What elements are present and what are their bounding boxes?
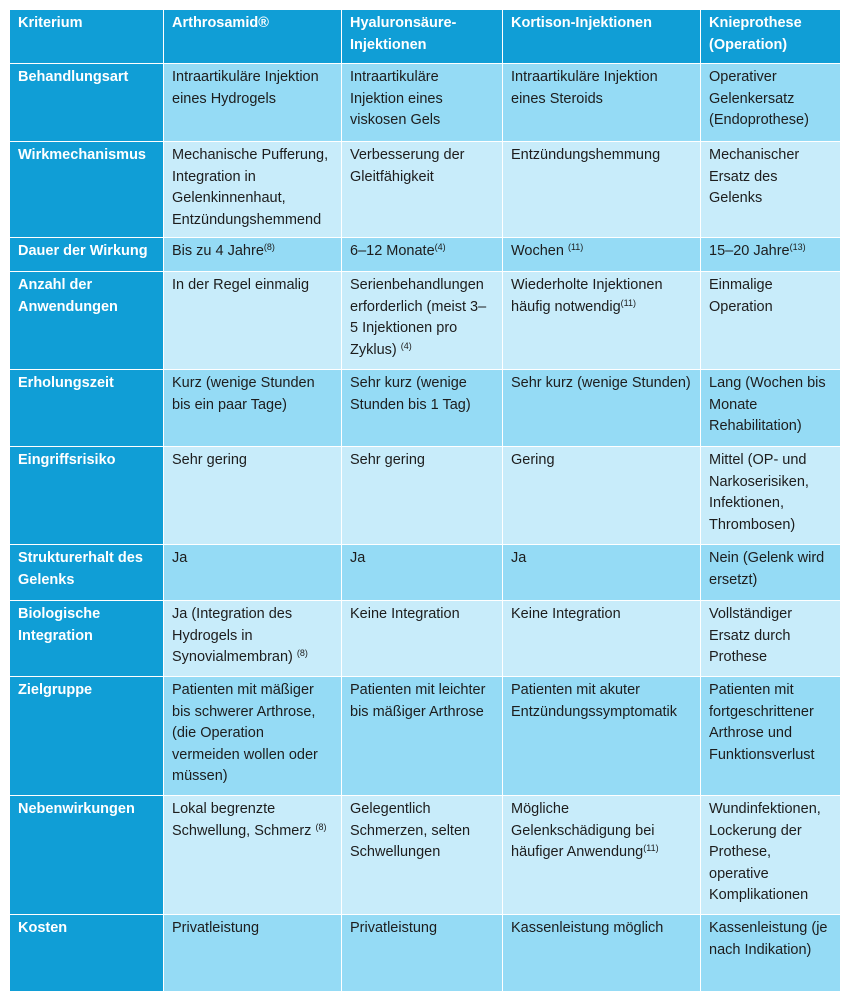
cell-knieprothese — [701, 272, 841, 370]
cell-text: Wochen — [511, 243, 568, 259]
reference-footnote: (8) — [263, 242, 275, 252]
reference-footnote: (13) — [789, 242, 806, 252]
cell-knieprothese — [701, 796, 841, 915]
cell-text: Einmalige Operation — [709, 277, 773, 315]
cell-text: Vollständiger Ersatz durch Prothese — [709, 606, 793, 665]
cell-hyaluronsaeure — [342, 64, 503, 142]
cell-text: Lokal begrenzte Schwellung, Schmerz — [172, 801, 316, 839]
header-arthrosamid: Arthrosamid® — [164, 10, 342, 64]
header-kortison: Kortison-Injektionen — [503, 10, 701, 64]
reference-footnote: (8) — [296, 648, 308, 658]
cell-text: Kassenleistung möglich — [511, 920, 664, 936]
cell-kortison — [503, 447, 701, 545]
cell-knieprothese — [701, 545, 841, 601]
cell-text: Gelegentlich Schmerzen, selten Schwellungen — [350, 801, 471, 860]
cell-hyaluronsaeure — [342, 370, 503, 447]
row-criterion: Zielgruppe — [10, 677, 164, 796]
table-row — [10, 238, 841, 272]
row-criterion: Nebenwirkungen — [10, 796, 164, 915]
cell-knieprothese — [701, 370, 841, 447]
cell-arthrosamid — [164, 915, 342, 992]
table-row — [10, 915, 841, 992]
cell-text: Wiederholte Injektionen häufig notwendig — [511, 277, 663, 315]
cell-text: Serienbehandlungen erforderlich (meist 3–5 Injektionen pro Zyklus) — [350, 277, 487, 358]
cell-text: Keine Integration — [511, 606, 621, 622]
cell-arthrosamid — [164, 796, 342, 915]
row-criterion: Anzahl der Anwendungen — [10, 272, 164, 370]
cell-text: Patienten mit mäßiger bis schwerer Arthrose, (die Operation vermeiden wollen oder müssen) — [172, 682, 318, 784]
cell-arthrosamid — [164, 142, 342, 238]
cell-text: Verbesserung der Gleitfähigkeit — [350, 147, 465, 185]
row-criterion: Dauer der Wirkung — [10, 238, 164, 272]
reference-footnote: (4) — [400, 340, 412, 351]
table-row — [10, 601, 841, 677]
row-criterion: Strukturerhalt des Gelenks — [10, 545, 164, 601]
cell-text: Intraartikuläre Injektion eines Hydrogels — [172, 69, 319, 107]
cell-kortison — [503, 142, 701, 238]
cell-text: Lang (Wochen bis Monate Rehabilitation) — [709, 375, 826, 434]
table-row — [10, 545, 841, 601]
cell-arthrosamid — [164, 238, 342, 272]
cell-hyaluronsaeure — [342, 601, 503, 677]
cell-text: Patienten mit akuter Entzündungssymptomatik — [511, 682, 678, 720]
cell-text: Bis zu 4 Jahre — [172, 243, 264, 259]
row-criterion: Kosten — [10, 915, 164, 992]
cell-hyaluronsaeure — [342, 142, 503, 238]
cell-arthrosamid — [164, 272, 342, 370]
reference-footnote: (8) — [315, 821, 327, 832]
cell-text: Patienten mit fortgeschrittener Arthrose und Funktionsverlust — [709, 682, 815, 763]
table-row — [10, 370, 841, 447]
cell-text: Entzündungshemmung — [511, 147, 661, 163]
table-row — [10, 272, 841, 370]
cell-text: Kurz (wenige Stunden bis ein paar Tage) — [172, 375, 315, 413]
cell-hyaluronsaeure — [342, 447, 503, 545]
cell-text: Sehr kurz (wenige Stunden bis 1 Tag) — [350, 375, 471, 413]
cell-knieprothese — [701, 915, 841, 992]
cell-kortison — [503, 796, 701, 915]
cell-kortison — [503, 915, 701, 992]
cell-kortison — [503, 601, 701, 677]
cell-arthrosamid — [164, 370, 342, 447]
cell-text: Wundinfektionen, Lockerung der Prothese, operative Komplikationen — [709, 801, 821, 903]
cell-hyaluronsaeure — [342, 915, 503, 992]
table-row — [10, 64, 841, 142]
cell-arthrosamid — [164, 447, 342, 545]
cell-kortison — [503, 64, 701, 142]
row-criterion: Eingriffsrisiko — [10, 447, 164, 545]
cell-text: Mittel (OP- und Narkoserisiken, Infektionen, Thrombosen) — [709, 452, 809, 533]
cell-text: Patienten mit leichter bis mäßiger Arthrose — [350, 682, 486, 720]
cell-text: Ja — [172, 550, 188, 566]
cell-text: Keine Integration — [350, 606, 460, 622]
cell-text: 15–20 Jahre — [709, 243, 790, 259]
cell-knieprothese — [701, 601, 841, 677]
cell-text: Sehr kurz (wenige Stunden) — [511, 375, 691, 391]
comparison-table — [9, 9, 841, 992]
cell-text: Mögliche Gelenkschädigung bei häufiger Anwendung — [511, 801, 655, 860]
cell-text: Sehr gering — [350, 452, 425, 468]
cell-hyaluronsaeure — [342, 796, 503, 915]
cell-arthrosamid — [164, 677, 342, 796]
header-knieprothese: Knieprothese (Operation) — [701, 10, 841, 64]
cell-hyaluronsaeure — [342, 272, 503, 370]
cell-text: Sehr gering — [172, 452, 247, 468]
cell-knieprothese — [701, 64, 841, 142]
header-row — [10, 10, 841, 64]
table-row — [10, 447, 841, 545]
reference-footnote: (11) — [567, 242, 584, 252]
row-criterion: Biologische Integration — [10, 601, 164, 677]
reference-footnote: (11) — [620, 297, 636, 308]
table-body — [10, 64, 841, 992]
cell-text: Ja — [350, 550, 366, 566]
cell-text: Mechanische Pufferung, Integration in Gelenkinnenhaut, Entzündungshemmend — [172, 147, 329, 228]
cell-text: Operativer Gelenkersatz (Endoprothese) — [709, 69, 809, 128]
cell-text: Gering — [511, 452, 555, 468]
cell-text: Nein (Gelenk wird ersetzt) — [709, 550, 825, 588]
cell-text: Ja (Integration des Hydrogels in Synovialmembran) — [172, 606, 297, 665]
cell-knieprothese — [701, 238, 841, 272]
row-criterion: Wirkmechanismus — [10, 142, 164, 238]
row-criterion: Behandlungsart — [10, 64, 164, 142]
cell-kortison — [503, 677, 701, 796]
table-row — [10, 677, 841, 796]
cell-text: In der Regel einmalig — [172, 277, 310, 293]
cell-arthrosamid — [164, 601, 342, 677]
reference-footnote: (4) — [434, 242, 446, 252]
cell-kortison — [503, 545, 701, 601]
cell-text: 6–12 Monate — [350, 243, 435, 259]
cell-text: Intraartikuläre Injektion eines viskosen Gels — [350, 69, 443, 128]
reference-footnote: (11) — [643, 843, 659, 853]
cell-text: Privatleistung — [350, 920, 438, 936]
table-row — [10, 142, 841, 238]
cell-kortison — [503, 238, 701, 272]
cell-knieprothese — [701, 677, 841, 796]
row-criterion: Erholungszeit — [10, 370, 164, 447]
cell-text: Intraartikuläre Injektion eines Steroids — [511, 69, 658, 107]
cell-hyaluronsaeure — [342, 545, 503, 601]
cell-text: Kassenleistung (je nach Indikation) — [709, 920, 828, 958]
cell-kortison — [503, 370, 701, 447]
cell-text: Ja — [511, 550, 527, 566]
header-hyaluronsaeure: Hyaluronsäure-Injektionen — [342, 10, 503, 64]
cell-arthrosamid — [164, 64, 342, 142]
table-row — [10, 796, 841, 915]
cell-text: Privatleistung — [172, 920, 260, 936]
cell-text: Mechanischer Ersatz des Gelenks — [709, 147, 800, 206]
cell-hyaluronsaeure — [342, 238, 503, 272]
cell-kortison — [503, 272, 701, 370]
cell-knieprothese — [701, 447, 841, 545]
header-criterion: Kriterium — [10, 10, 164, 64]
cell-arthrosamid — [164, 545, 342, 601]
cell-knieprothese — [701, 142, 841, 238]
cell-hyaluronsaeure — [342, 677, 503, 796]
